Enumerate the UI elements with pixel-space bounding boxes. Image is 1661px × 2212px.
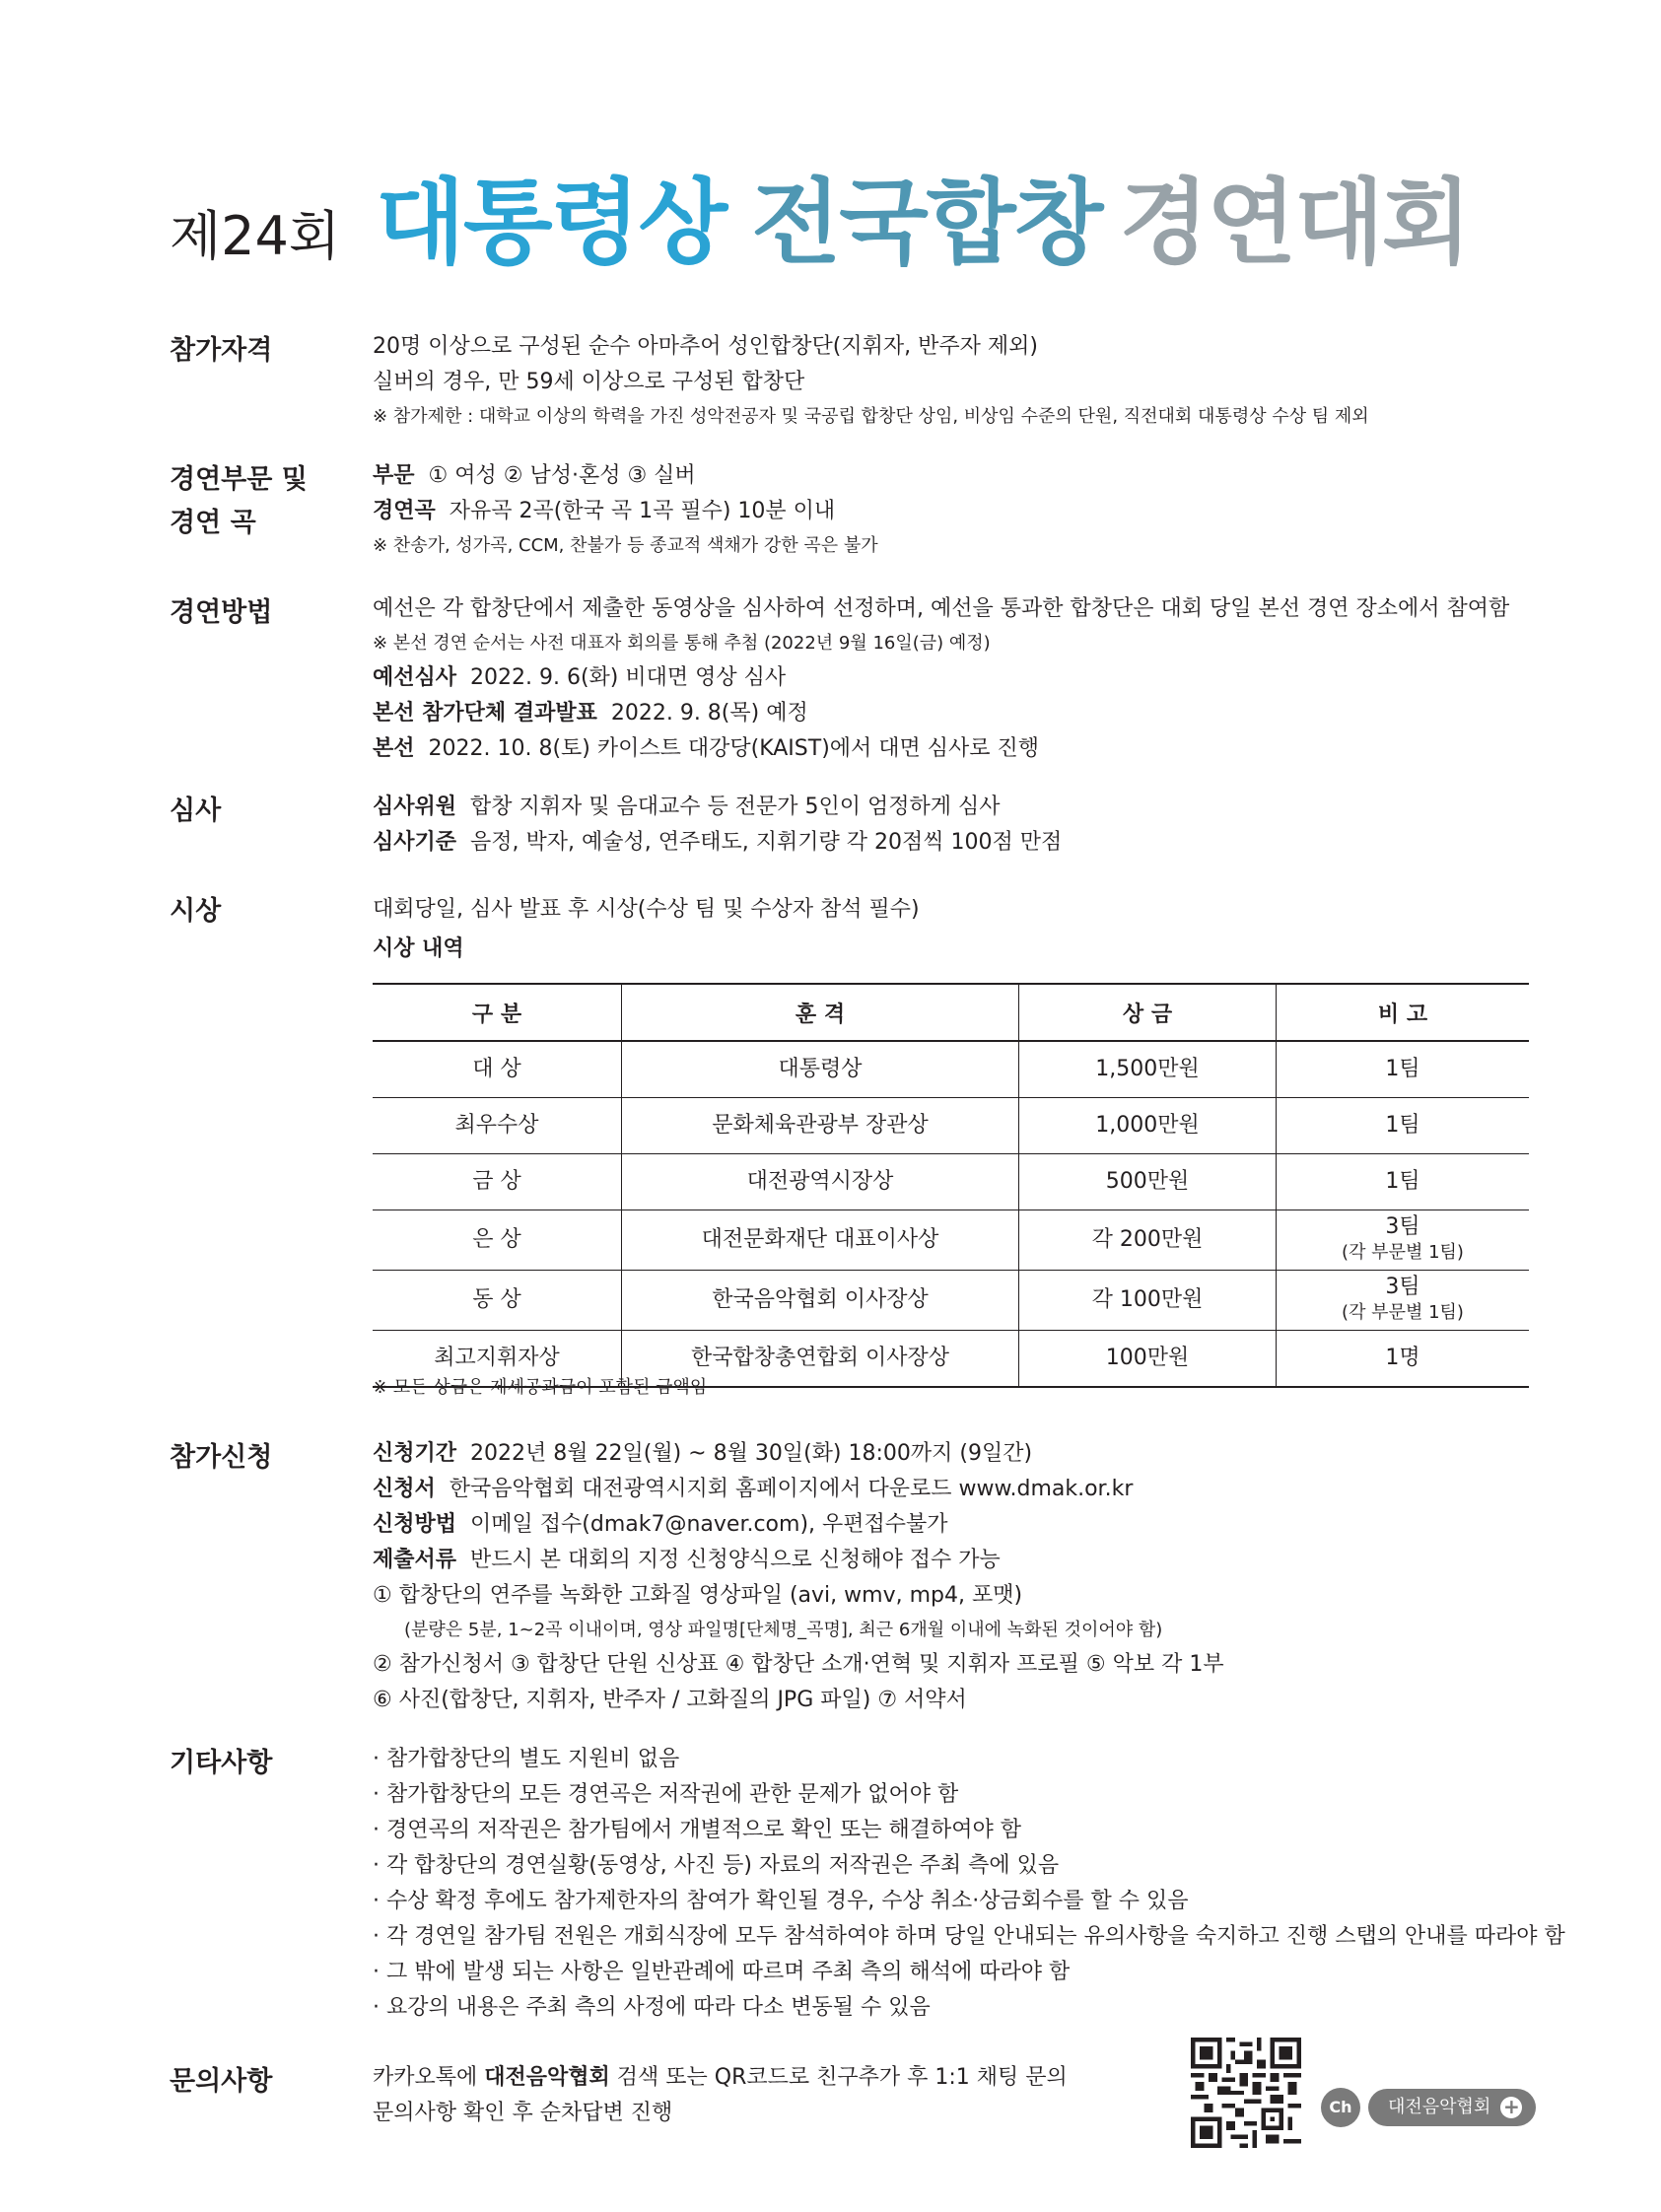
cell-category: 동 상 [373,1271,622,1331]
cell-note: 1팀 [1277,1154,1530,1210]
text-line: 실버의 경우, 만 59세 이상으로 구성된 합창단 [373,370,805,394]
section-label: 경연방법 [170,597,273,628]
table-header-row [373,984,1529,1041]
table-row [373,1098,1529,1154]
note-line: ※ 참가제한 : 대학교 이상의 학력을 가진 성악전공자 및 국공립 합창단 상임, 비상임 수준의 단원, 직전대회 대통령상 수상 팀 제외 [373,406,1369,427]
text-line [373,790,1536,825]
text-line [373,1472,1536,1507]
field-key: 제출서류 [373,1548,457,1572]
cell-category: 대 상 [373,1041,622,1098]
field-key: 부문 [373,463,415,488]
section-content [373,790,1536,861]
section-label: 심사 [170,795,222,826]
cell-honor: 문화체육관광부 장관상 [622,1098,1019,1154]
table-row [373,1154,1529,1210]
field-key: 본선 [373,736,415,761]
cell-prize: 500만원 [1019,1154,1277,1210]
note-sub: (각 부문별 1팀) [1342,1242,1464,1263]
table-row [373,1210,1529,1271]
text-line [373,1436,1536,1472]
list-item: · 참가합창단의 모든 경연곡은 저작권에 관한 문제가 없어야 함 [373,1782,959,1807]
field-value: 합창 지휘자 및 음대교수 등 전문가 5인이 엄정하게 심사 [470,795,1001,819]
section-label: 시상 [170,896,222,927]
section-label: 기타사항 [170,1748,273,1778]
section-content [373,1436,1536,1718]
cell-note [1277,1271,1530,1331]
table-row [373,1041,1529,1098]
cell-category: 최우수상 [373,1098,622,1154]
cell-note: 1명 [1277,1331,1530,1388]
field-key: 경연곡 [373,499,436,523]
cell-note [1277,1210,1530,1271]
field-value: 음정, 박자, 예술성, 연주태도, 지휘기량 각 20점씩 100점 만점 [470,830,1063,855]
note-line: (분량은 5분, 1~2곡 이내이며, 영상 파일명[단체명_곡명], 최근 6개월 이내에 녹화된 것이어야 함) [404,1620,1163,1640]
text-line: 문의사항 확인 후 순차답변 진행 [373,2101,673,2125]
field-key: 예선심사 [373,665,457,690]
cell-note: 1팀 [1277,1098,1530,1154]
field-key: 심사기준 [373,830,457,855]
section-content [373,329,1536,434]
cell-category: 은 상 [373,1210,622,1271]
text-line: ① 합창단의 연주를 녹화한 고화질 영상파일 (avi, wmv, mp4, 포맷) [373,1583,1023,1608]
field-value: 이메일 접수(dmak7@naver.com), 우편접수불가 [470,1512,948,1537]
title-part-2: 전국합창 [751,170,1102,277]
list-item: · 경연곡의 저작권은 참가팀에서 개별적으로 확인 또는 해결하여야 함 [373,1818,1021,1842]
section-label: 참가자격 [170,335,273,366]
field-key: 본선 참가단체 결과발표 [373,701,597,726]
cell-honor: 한국합창총연합회 이사장상 [622,1331,1019,1388]
awards-table [373,983,1529,1388]
cell-category: 금 상 [373,1154,622,1210]
section-label-line: 경연 곡 [170,508,256,538]
kakao-channel-name: 대전음악협회 [484,2065,610,2090]
text-line [373,494,1536,529]
list-item: · 각 합창단의 경연실황(동영상, 사진 등) 자료의 저작권은 주최 측에 있음 [373,1853,1060,1878]
section-label: 문의사항 [170,2066,273,2097]
add-friend-icon: + [1500,2097,1522,2118]
table-title: 시상 내역 [373,936,464,961]
list-item: · 각 경연일 참가팀 전원은 개회식장에 모두 참석하여야 하며 당일 안내되는 유의사항을 숙지하고 진행 스탭의 안내를 따라야 함 [373,1924,1565,1949]
text-line: ② 참가신청서 ③ 합창단 단원 신상표 ④ 합창단 소개·연혁 및 지휘자 프로필 ⑤ 악보 각 1부 [373,1652,1224,1677]
cell-honor: 한국음악협회 이사장상 [622,1271,1019,1331]
text-line [373,731,1536,767]
title-part-1: 대통령상 [376,170,727,277]
note-main: 3팀 [1385,1275,1420,1299]
field-value: 자유곡 2곡(한국 곡 1곡 필수) 10분 이내 [449,499,836,523]
cell-honor: 대전문화재단 대표이사상 [622,1210,1019,1271]
note-main: 3팀 [1385,1214,1420,1239]
section-content [373,591,1536,767]
cell-honor: 대통령상 [622,1041,1019,1098]
section-label-line: 경연부문 및 [170,464,308,495]
field-value: 2022. 10. 8(토) 카이스트 대강당(KAIST)에서 대면 심사로 진행 [428,736,1040,761]
page-title [170,148,1470,277]
note-sub: (각 부문별 1팀) [1342,1302,1464,1323]
title-part-3: 경연대회 [1119,170,1470,277]
cell-note: 1팀 [1277,1041,1530,1098]
kakao-channel-icon: Ch [1321,2088,1360,2127]
text-line: 대회당일, 심사 발표 후 시상(수상 팀 및 수상자 참석 필수) [373,897,920,922]
cell-category: 최고지휘자상 [373,1331,622,1388]
list-item: · 요강의 내용은 주최 측의 사정에 따라 다소 변동될 수 있음 [373,1995,931,2020]
note-line: ※ 본선 경연 순서는 사전 대표자 회의를 통해 추첨 (2022년 9월 16일(금) 예정) [373,633,991,654]
table-row [373,1271,1529,1331]
text-segment: 검색 또는 QR코드로 친구추가 후 1:1 채팅 문의 [609,2065,1068,2090]
section-content [373,458,1536,563]
qr-code-icon[interactable] [1191,2038,1301,2148]
section-content [373,890,1536,969]
text-line [373,458,1536,494]
list-item: · 그 밖에 발생 되는 사항은 일반관례에 따르며 주최 측의 해석에 따라야 함 [373,1960,1071,1984]
column-header: 구 분 [373,984,622,1041]
field-key: 신청서 [373,1477,436,1501]
cell-prize: 1,000만원 [1019,1098,1277,1154]
section-label: 참가신청 [170,1442,273,1473]
text-line: 20명 이상으로 구성된 순수 아마추어 성인합창단(지휘자, 반주자 제외) [373,334,1038,359]
text-line [373,1507,1536,1543]
field-value: 2022. 9. 6(화) 비대면 영상 심사 [470,665,787,690]
list-item: · 참가합창단의 별도 지원비 없음 [373,1747,680,1771]
field-value: 2022년 8월 22일(월) ~ 8월 30일(화) 18:00까지 (9일간) [470,1441,1033,1466]
field-value: 반드시 본 대회의 지정 신청양식으로 신청해야 접수 가능 [470,1548,1001,1572]
list-item: · 수상 확정 후에도 참가제한자의 참여가 확인될 경우, 수상 취소·상금회수를 할 수 있음 [373,1889,1189,1913]
field-key: 신청방법 [373,1512,457,1537]
field-value: 2022. 9. 8(목) 예정 [610,701,808,726]
text-line: 예선은 각 합창단에서 제출한 동영상을 심사하여 선정하며, 예선을 통과한 합창단은 대회 당일 본선 경연 장소에서 참여함 [373,596,1510,621]
field-key: 신청기간 [373,1441,457,1466]
text-line [373,825,1536,861]
column-header: 훈 격 [622,984,1019,1041]
column-header: 상 금 [1019,984,1277,1041]
cell-prize: 100만원 [1019,1331,1277,1388]
field-key: 심사위원 [373,795,457,819]
text-line [373,696,1536,731]
kakao-channel-badge[interactable] [1321,2088,1536,2131]
cell-honor: 대전광역시장상 [622,1154,1019,1210]
note-line: ※ 모든 상금은 제세공과금이 포함된 금액임 [373,1377,708,1398]
text-line [373,660,1536,696]
cell-prize: 1,500만원 [1019,1041,1277,1098]
text-line [373,1543,1536,1578]
text-line: ⑥ 사진(합창단, 지휘자, 반주자 / 고화질의 JPG 파일) ⑦ 서약서 [373,1688,967,1712]
text-segment: 카카오톡에 [373,2065,485,2090]
section-label [170,458,357,545]
section-content [373,1742,1565,2026]
cell-prize: 각 200만원 [1019,1210,1277,1271]
column-header: 비 고 [1277,984,1530,1041]
field-value: ① 여성 ② 남성·혼성 ③ 실버 [428,463,696,488]
title-edition: 제24회 [170,205,341,267]
kakao-channel-label: 대전음악협회 [1388,2097,1491,2117]
cell-prize: 각 100만원 [1019,1271,1277,1331]
field-value: 한국음악협회 대전광역시지회 홈페이지에서 다운로드 www.dmak.or.kr [449,1477,1134,1501]
kakao-channel-button[interactable] [1368,2089,1536,2126]
note-line: ※ 찬송가, 성가곡, CCM, 찬불가 등 종교적 색채가 강한 곡은 불가 [373,535,878,556]
